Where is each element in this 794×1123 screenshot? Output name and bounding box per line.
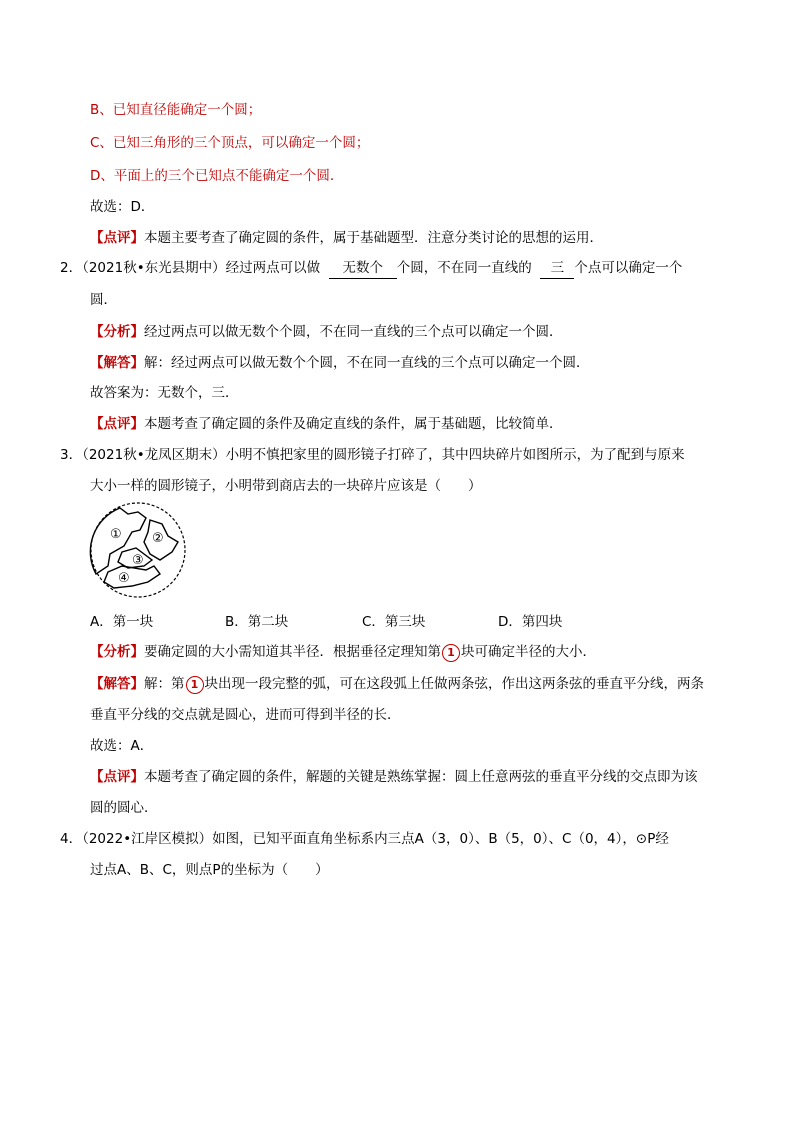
question-number: 2． <box>60 260 83 276</box>
review-tag: 【点评】 <box>90 769 144 785</box>
question-source: （2021秋•龙凤区期末） <box>82 447 226 463</box>
q3-stem-line2: 大小一样的圆形镜子，小明带到商店去的一块碎片应该是（ ） <box>90 478 482 494</box>
analysis-text-a: 要确定圆的大小需知道其半径．根据垂径定理知第 <box>144 644 441 660</box>
piece-4-outline <box>104 566 160 588</box>
q4-stem-line1 <box>60 829 669 849</box>
analysis-text: 经过两点可以做无数个个圆，不在同一直线的三个点可以确定一个圆． <box>144 324 563 340</box>
q2-analysis <box>90 322 563 342</box>
option-a: A．第一块 <box>90 614 154 630</box>
q3-review-line2: 圆的圆心． <box>90 800 158 816</box>
question-number: 3． <box>60 447 83 463</box>
solution-tag: 【解答】 <box>90 676 144 692</box>
figure-label-1: ① <box>110 527 122 542</box>
solution-text: 解：经过两点可以做无数个个圆，不在同一直线的三个点可以确定一个圆． <box>144 355 590 371</box>
solution-text-b: 块出现一段完整的弧，可在这段弧上任做两条弦，作出这两条弦的垂直平分线，两条 <box>204 676 704 692</box>
q4-text-a: 如图，已知平面直角坐标系内三点A（3，0）、B（5，0）、C（0，4），⊙P经 <box>212 831 669 847</box>
q2-review <box>90 414 563 434</box>
q1-choice: 故选：D． <box>90 199 155 215</box>
q4-stem-line2: 过点A、B、C，则点P的坐标为（ ） <box>90 862 329 878</box>
review-text-a: 本题考查了确定圆的条件，解题的关键是熟练掌握：圆上任意两弦的垂直平分线的交点即为该 <box>144 769 698 785</box>
circled-number: 1 <box>442 644 460 662</box>
q2-text-c: 个点可以确定一个 <box>574 260 683 276</box>
analysis-tag: 【分析】 <box>90 644 144 660</box>
q1-option-c: C、已知三角形的三个顶点，可以确定一个圆； <box>90 135 370 151</box>
review-text: 本题主要考查了确定圆的条件，属于基础题型．注意分类讨论的思想的运用． <box>144 230 603 246</box>
figure-label-2: ② <box>152 531 164 546</box>
q3-choice: 故选：A． <box>90 738 154 754</box>
review-tag: 【点评】 <box>90 416 144 432</box>
review-text: 本题考查了确定圆的条件及确定直线的条件，属于基础题，比较简单． <box>144 416 563 432</box>
q2-solution <box>90 353 590 373</box>
question-source: （2021秋•东光县期中） <box>82 260 226 276</box>
figure-label-3: ③ <box>132 553 144 568</box>
figure-label-4: ④ <box>118 571 130 586</box>
q2-text-b: 个圆，不在同一直线的 <box>396 260 532 276</box>
option-c: C．第三块 <box>362 614 426 630</box>
q2-stem-line1 <box>60 258 682 279</box>
q3-solution-line2: 垂直平分线的交点就是圆心，进而可得到半径的长． <box>90 707 401 723</box>
q2-answer: 故答案为：无数个，三． <box>90 385 239 401</box>
q3-text-a: 小明不慎把家里的圆形镜子打碎了，其中四块碎片如图所示，为了配到与原来 <box>225 447 685 463</box>
question-source: （2022•江岸区模拟） <box>82 831 213 847</box>
option-b: B．第二块 <box>225 614 289 630</box>
review-tag: 【点评】 <box>90 230 144 246</box>
q2-blank1: 无数个 <box>329 258 397 279</box>
q1-option-d: D、平面上的三个已知点不能确定一个圆． <box>90 168 344 184</box>
q3-stem-line1 <box>60 445 685 465</box>
circled-number: 1 <box>186 676 204 694</box>
solution-tag: 【解答】 <box>90 355 144 371</box>
q3-review-line1 <box>90 767 698 787</box>
q2-blank2: 三 <box>540 258 574 279</box>
q1-review <box>90 228 603 248</box>
q3-solution-line1 <box>90 674 704 694</box>
broken-mirror-figure <box>88 502 192 600</box>
solution-text-a: 解：第 <box>144 676 185 692</box>
option-d: D．第四块 <box>498 614 563 630</box>
q2-text-a: 经过两点可以做 <box>225 260 321 276</box>
analysis-text-b: 块可确定半径的大小． <box>461 644 596 660</box>
q1-option-b: B、已知直径能确定一个圆； <box>90 102 262 118</box>
analysis-tag: 【分析】 <box>90 324 144 340</box>
question-number: 4． <box>60 831 83 847</box>
q2-stem-line2: 圆． <box>90 292 117 308</box>
q3-analysis <box>90 642 596 662</box>
